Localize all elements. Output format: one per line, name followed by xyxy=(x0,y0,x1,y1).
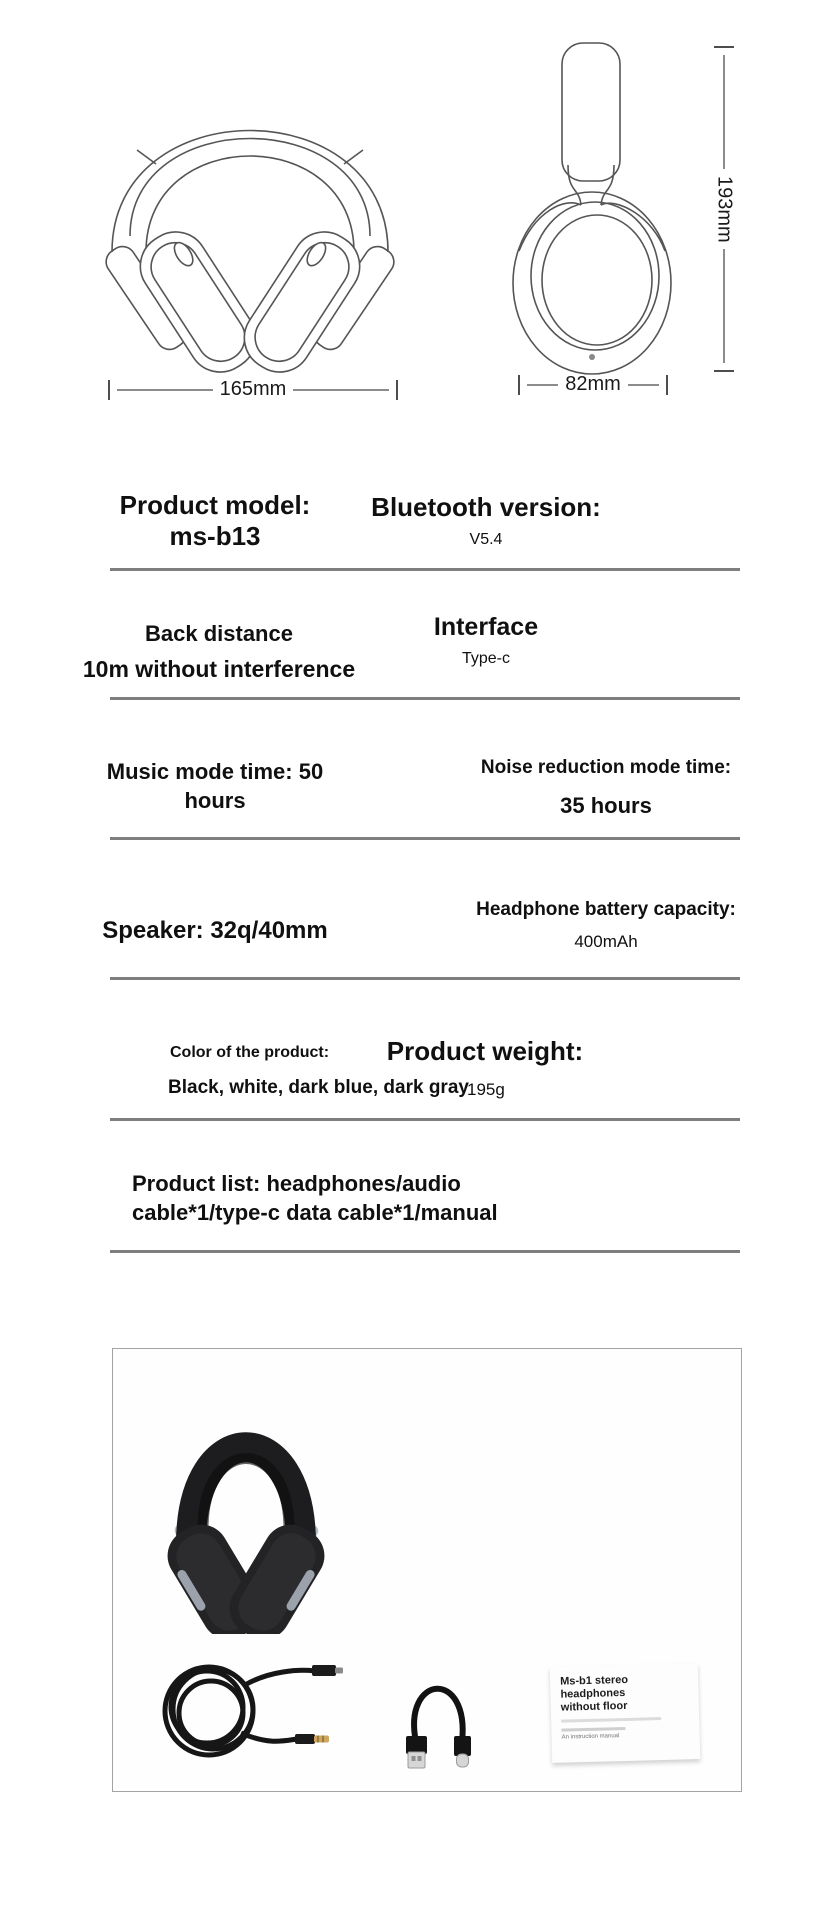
spec-value: ms-b13 xyxy=(169,521,261,552)
audio-cable-photo xyxy=(149,1649,354,1767)
usb-c-cable-photo xyxy=(396,1644,484,1774)
headphones-front-drawing xyxy=(90,40,410,380)
headphones-photo xyxy=(151,1379,341,1634)
manual-note: An instruction manual xyxy=(561,1732,620,1741)
spec-back-distance xyxy=(83,620,355,683)
spec-title: Product model: xyxy=(119,490,311,520)
spec-battery xyxy=(476,898,736,952)
dim-line xyxy=(117,389,213,391)
divider xyxy=(110,568,740,571)
manual-card xyxy=(550,1663,700,1763)
spec-weight-value: 195g xyxy=(467,1080,505,1099)
spec-music-time xyxy=(90,758,340,815)
spec-value: 400mAh xyxy=(574,931,638,951)
dim-line xyxy=(628,384,659,386)
dim-tick xyxy=(518,375,520,395)
dim-line xyxy=(527,384,558,386)
dim-line xyxy=(723,55,725,169)
headphones-side-drawing xyxy=(505,35,680,380)
divider xyxy=(110,1118,740,1121)
spec-title: Interface xyxy=(433,613,539,641)
spec-title: Bluetooth version: xyxy=(371,492,601,522)
spec-product-list: Product list: headphones/audio cable*1/type-c data cable*1/manual xyxy=(132,1171,498,1225)
spec-color-value: Black, white, dark blue, dark gray xyxy=(168,1077,469,1098)
spec-title: Noise reduction mode time: xyxy=(480,757,732,778)
divider xyxy=(110,837,740,840)
dim-line xyxy=(723,249,725,363)
spec-title: Speaker: 32q/40mm xyxy=(102,917,328,944)
spec-interface xyxy=(434,612,538,668)
spec-anc-time xyxy=(481,756,731,820)
spec-value: 10m without interference xyxy=(82,655,356,682)
dim-label-height: 193mm xyxy=(713,175,736,243)
dim-label-front: 165mm xyxy=(219,378,287,400)
divider xyxy=(110,977,740,980)
spec-title: Music mode time: 50 hours xyxy=(106,759,324,813)
spec-title: Headphone battery capacity: xyxy=(476,899,736,920)
package-contents-photo xyxy=(112,1348,742,1792)
dim-tick xyxy=(396,380,398,400)
spec-product-model xyxy=(120,490,311,552)
spec-value: V5.4 xyxy=(469,531,503,549)
spec-speaker xyxy=(102,916,327,946)
spec-color-title: Color of the product: xyxy=(170,1044,330,1061)
spec-title: Back distance xyxy=(145,621,293,646)
dim-label-side: 82mm xyxy=(565,373,621,395)
dimension-height xyxy=(706,46,742,372)
dim-tick xyxy=(714,370,734,372)
dimension-front-width xyxy=(108,378,398,401)
manual-faint-text-bar xyxy=(561,1717,661,1723)
manual-title: Ms-b1 stereo headphones without floor xyxy=(560,1673,629,1715)
dimension-side-depth xyxy=(518,373,668,396)
divider xyxy=(110,1250,740,1253)
spec-weight-title: Product weight: xyxy=(386,1036,584,1066)
spec-value: Type-c xyxy=(461,650,510,667)
spec-value: 35 hours xyxy=(560,792,652,818)
divider xyxy=(110,697,740,700)
dim-line xyxy=(293,389,389,391)
spec-bluetooth-version xyxy=(371,492,601,549)
dim-tick xyxy=(666,375,668,395)
dim-tick xyxy=(108,380,110,400)
dim-tick xyxy=(714,46,734,48)
manual-faint-text-bar xyxy=(561,1727,625,1732)
